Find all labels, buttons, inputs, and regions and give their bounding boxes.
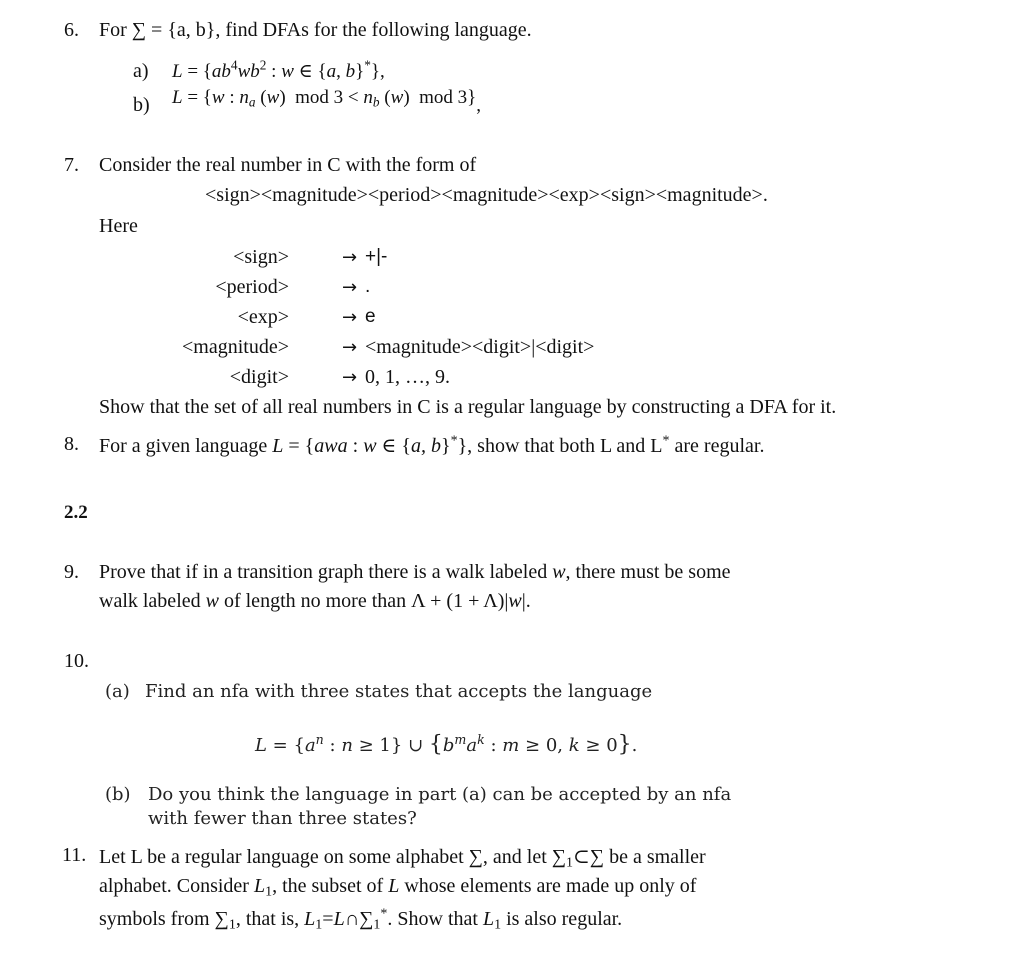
q10-b-line2: with fewer than three states? xyxy=(148,808,417,829)
rule-lhs: <digit> xyxy=(229,366,289,388)
q7-here: Here xyxy=(99,215,138,237)
rule-rhs: +|- xyxy=(365,246,388,267)
q6-text: For ∑ = {a, b}, find DFAs for the following language. xyxy=(99,19,532,41)
q9-number: 9. xyxy=(64,561,79,583)
q6-b-label: b) xyxy=(133,94,150,116)
q8-number: 8. xyxy=(64,433,79,455)
arrow-right-icon: → xyxy=(342,247,358,268)
q11-line3 xyxy=(99,908,622,931)
rule-lhs: <exp> xyxy=(237,306,289,328)
q7-number: 7. xyxy=(64,154,79,176)
q11-line2-prefix: alphabet. Consider xyxy=(99,875,249,897)
q8-text-end: are regular. xyxy=(669,435,765,457)
q9-line2-suffix: of length no more than Λ + (1 + Λ)| xyxy=(223,590,509,612)
q11-line3-var: L xyxy=(304,908,316,930)
q8-star: * xyxy=(662,433,670,449)
q11-line3-sub: 1 xyxy=(228,917,236,933)
q9-line2-prefix: walk labeled xyxy=(99,590,201,612)
rule-lhs: <period> xyxy=(215,276,289,298)
q8-text-suffix: , show that both L and L xyxy=(467,435,663,457)
q10-a-formula: $L = \{a^n$ : n ≥ 1} ∪ {$b^ma^k$ : m ≥ 0, k ≥ 0}. xyxy=(255,732,638,757)
q11-line1 xyxy=(99,844,706,869)
q8-formula: L = {awa : w ∈ {a, b}*} xyxy=(272,433,468,457)
q7-conclusion: Show that the set of all real numbers in C is a regular language by constructing a DFA for it. xyxy=(99,396,837,418)
q9-line2-var: w xyxy=(205,590,219,612)
q6-b-formula: L = {w : $n_a$ (w) mod $3 < n_b$ (w) mod 3}, xyxy=(172,87,482,116)
q10-b-label: (b) xyxy=(105,784,131,805)
q9-line1 xyxy=(99,561,731,584)
q10-a-label: (a) xyxy=(105,681,130,702)
rule-lhs: <sign> xyxy=(233,246,289,268)
q11-line3-sub2: 1 xyxy=(315,917,323,933)
q11-line3-mid2: = xyxy=(322,908,334,930)
q9-line1-prefix: Prove that if in a transition graph there is a walk labeled xyxy=(99,561,548,583)
arrow-right-icon: → xyxy=(342,277,358,298)
q11-line2-mid: , the subset of xyxy=(272,875,384,897)
q11-line3-sub3: 1 xyxy=(373,917,381,933)
q11-line2-var2: L xyxy=(388,875,400,897)
q11-line3-var2: L xyxy=(333,908,345,930)
q11-line3-sub4: 1 xyxy=(494,917,502,933)
q6-a-formula: $L = \{ab^4wb^2$ : w ∈ {a, b}*}, xyxy=(172,57,385,82)
q11-line3-mid1: , that is, xyxy=(235,908,300,930)
arrow-right-icon: → xyxy=(342,307,358,328)
q11-line3-end: is also regular. xyxy=(506,908,623,930)
q9-line1-var: w xyxy=(552,561,566,583)
rule-lhs: <magnitude> xyxy=(182,336,289,358)
arrow-right-icon: → xyxy=(342,367,358,388)
q9-line2 xyxy=(99,590,531,613)
q9-line2-var2: w xyxy=(508,590,522,612)
rule-rhs: 0, 1, …, 9. xyxy=(365,366,450,388)
q10-b-line1: Do you think the language in part (a) can be accepted by an nfa xyxy=(148,784,732,805)
q11-line1-suffix: ⊂∑ be a smaller xyxy=(573,846,706,868)
q8-text xyxy=(99,433,764,458)
q11-line2-sub: 1 xyxy=(265,884,273,900)
q6-a-label: a) xyxy=(133,60,149,82)
q8-text-prefix: For a given language xyxy=(99,435,268,457)
rule-rhs: <magnitude><digit>|<digit> xyxy=(365,336,595,358)
q10-number: 10. xyxy=(64,650,89,672)
q7-intro: Consider the real number in C with the form of xyxy=(99,154,477,176)
q11-line3-mid3: ∩∑ xyxy=(344,908,374,930)
q11-line3-prefix: symbols from ∑ xyxy=(99,908,229,930)
q11-line1-sub: 1 xyxy=(566,855,574,871)
q11-line3-star: * xyxy=(380,906,388,922)
q11-line1-prefix: Let L be a regular language on some alphabet ∑, and let ∑ xyxy=(99,846,567,868)
q9-line1-suffix: , there must be some xyxy=(565,561,731,583)
q11-line2-var: L xyxy=(253,875,266,897)
q6-number: 6. xyxy=(64,19,79,41)
arrow-right-icon: → xyxy=(342,337,358,358)
q11-number: 11. xyxy=(62,844,87,866)
q11-line3-mid4: . Show that xyxy=(387,908,478,930)
rule-rhs: e xyxy=(365,306,376,327)
q11-line2-suffix: whose elements are made up only of xyxy=(404,875,697,897)
q11-line2 xyxy=(99,875,696,898)
q9-line2-end: |. xyxy=(521,590,531,612)
q10-a-text: Find an nfa with three states that accepts the language xyxy=(145,681,653,702)
section-heading: 2.2 xyxy=(64,502,88,523)
rule-rhs: . xyxy=(365,276,371,297)
q11-line3-var3: L xyxy=(482,908,495,930)
q7-form: <sign><magnitude><period><magnitude><exp><sign><magnitude>. xyxy=(205,184,768,206)
